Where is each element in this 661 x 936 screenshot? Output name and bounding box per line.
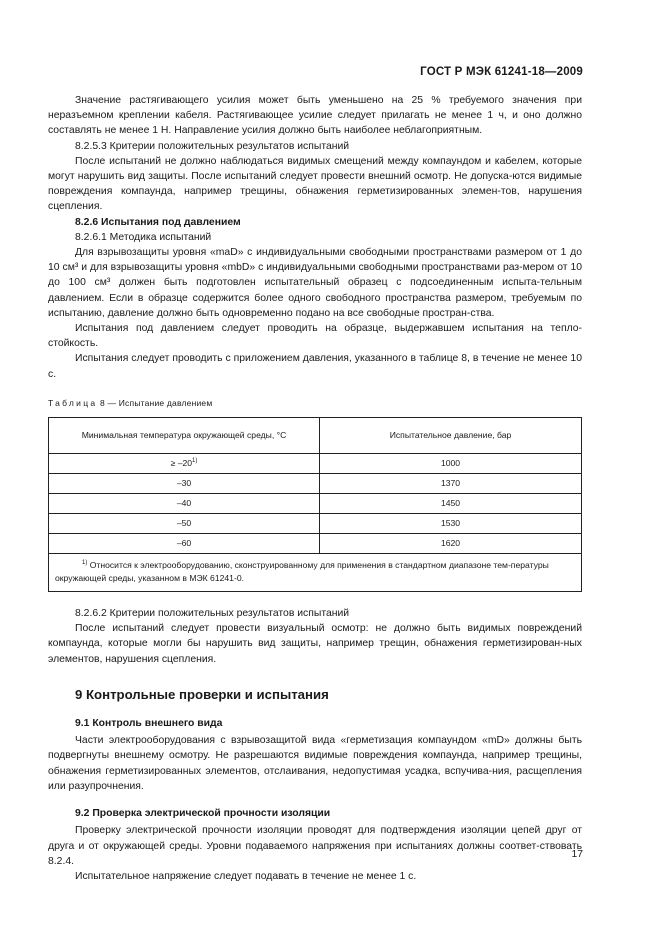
section-8-2-6-1-paragraph-1: Для взрывозащиты уровня «maD» с индивидуальными свободными пространствами размером от 1 до 10 см³ и для взрывозащиты уровня «mbD» с индивидуальными свободными пространствами раз-мером от 10 до 100 см³ должен быть подготовлен испытательный образец с подсоединенным испыта-тельным давлением. Если в образце содержится более одного свободного пространства размером, требуемым по испытанию, давление должно быть одновременно подано на все свободные простран-ства. xyxy=(48,247,582,319)
table-row xyxy=(49,534,582,554)
footnote-text: Относится к электрооборудованию, сконструированному для применения в стандартном диапазоне тем-пературы окружающей среды, указанном в МЭК 61241-0. xyxy=(55,560,549,584)
section-8-2-6-1-title: 8.2.6.1 Методика испытаний xyxy=(75,231,212,243)
section-9-heading: 9 Контрольные проверки и испытания xyxy=(75,686,329,702)
document-header: ГОСТ Р МЭК 61241-18—2009 xyxy=(420,66,583,78)
temperature-cell: –60 xyxy=(49,534,320,554)
section-8-2-6-2-text: После испытаний следует провести визуальный осмотр: не должно быть видимых повреждений компаунда, которые могли бы нарушить вид защиты, например трещин, обнажения герметизирован-ных элементов, нарушения сцепления. xyxy=(48,623,582,665)
pressure-cell: 1000 xyxy=(320,454,582,474)
table-header-row xyxy=(49,418,582,454)
table-row xyxy=(49,454,582,474)
pressure-table xyxy=(48,417,582,592)
temperature-cell: ≥ $-20^{1)}$ xyxy=(49,454,320,474)
table-row xyxy=(49,494,582,514)
section-8-2-6-1-paragraph-2: Испытания под давлением следует проводить на образце, выдержавшем испытания на тепло-стойкость. xyxy=(48,323,582,350)
section-9-2-paragraph-2: Испытательное напряжение следует подавать в течение не менее 1 с. xyxy=(75,870,417,882)
pressure-cell: 1530 xyxy=(320,514,582,534)
section-8-2-6-2-title: 8.2.6.2 Критерии положительных результатов испытаний xyxy=(75,608,350,620)
paragraph-tensile-force: Значение растягивающего усилия может быть уменьшено на 25 % требуемого значения при неразъемном креплении кабеля. Растягивающее усилие следует прилагать не менее 1 ч, и оно должно составлять не менее 1 Н. Направление усилия должно быть наиболее неблагоприятным. xyxy=(48,95,582,137)
page-content xyxy=(48,93,582,884)
table-footnote-row xyxy=(49,554,582,592)
pressure-cell: 1450 xyxy=(320,494,582,514)
table-caption xyxy=(48,396,582,411)
table-caption-word: Таблица xyxy=(48,397,98,408)
table-caption-text: 8 — Испытание давлением xyxy=(100,397,213,408)
table-row xyxy=(49,474,582,494)
table-footnote xyxy=(49,554,582,592)
pressure-cell: 1620 xyxy=(320,534,582,554)
temperature-cell: –30 xyxy=(49,474,320,494)
section-9-2-title: 9.2 Проверка электрической прочности изоляции xyxy=(75,808,331,820)
temperature-cell: –40 xyxy=(49,494,320,514)
page-number: 17 xyxy=(571,849,583,860)
section-9-2-paragraph-1: Проверку электрической прочности изоляции проводят для подтверждения изоляции цепей друг от друга и от окружающей среды. Уровни подаваемого напряжения при испытаниях должны соответ-ствовать 8.2.4. xyxy=(48,825,582,867)
section-8-2-5-3-text: После испытаний не должно наблюдаться видимых смещений между компаундом и кабелем, которые могут нарушить вид защиты. После испытаний следует провести внешний осмотр. Не допуска-ются видимые повреждения компаунда, например трещины, обнажения герметизированных элемен-тов, нарушения сцепления. xyxy=(48,155,582,213)
table-row xyxy=(49,514,582,534)
section-8-2-5-3-title: 8.2.5.3 Критерии положительных результатов испытаний xyxy=(75,140,350,152)
section-9-1-title: 9.1 Контроль внешнего вида xyxy=(75,718,223,730)
section-9-1-text: Части электрооборудования с взрывозащитой вида «герметизация компаундом «mD» должны быть подвергнуты внешнему осмотру. Не разрешаются видимые повреждения компаунда, например трещины, обнажения герметизированных элементов, отслаивания, недопустимая усадка, вспучива-ния, расщепления или разупрочнения. xyxy=(48,735,582,792)
section-8-2-6-title: 8.2.6 Испытания под давлением xyxy=(75,216,241,228)
footnote-mark: 1) xyxy=(82,560,88,567)
column-header-pressure: Испытательное давление, бар xyxy=(320,418,582,454)
column-header-temperature: Минимальная температура окружающей среды, °С xyxy=(49,418,320,454)
temperature-cell: –50 xyxy=(49,514,320,534)
pressure-cell: 1370 xyxy=(320,474,582,494)
section-8-2-6-1-paragraph-3: Испытания следует проводить с приложением давления, указанного в таблице 8, в течение не менее 10 с. xyxy=(48,353,582,380)
